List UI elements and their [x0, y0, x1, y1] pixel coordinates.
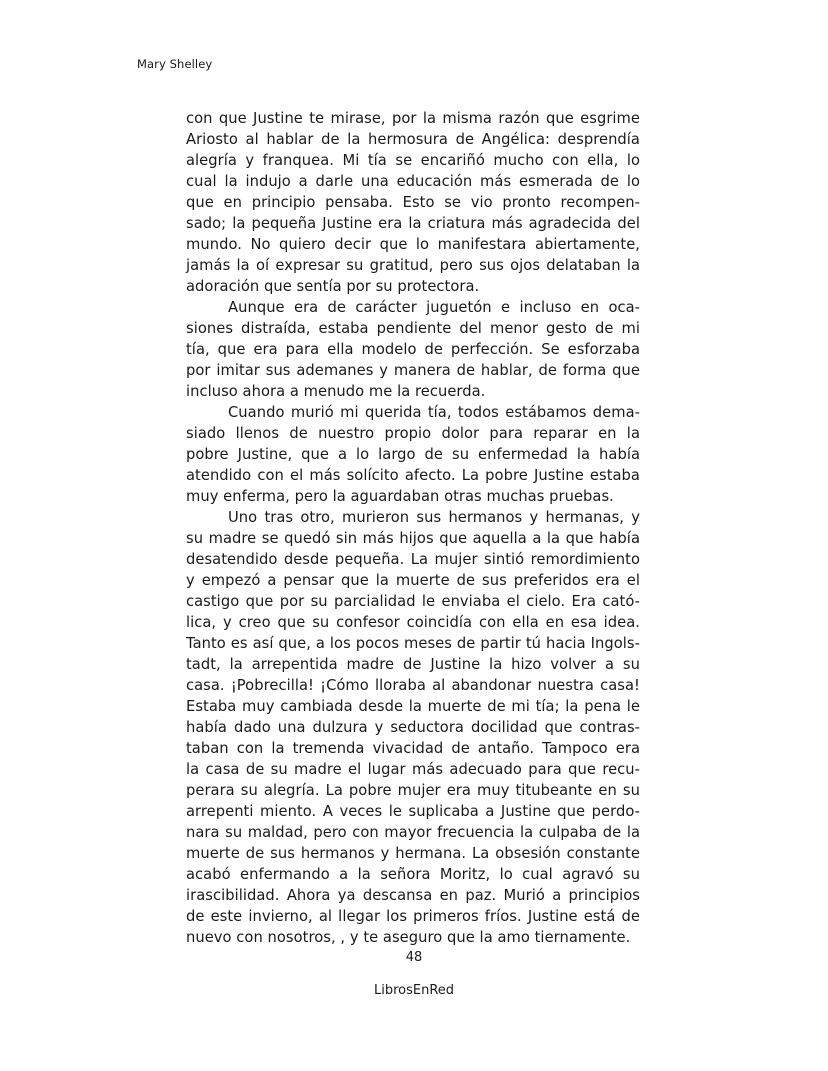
text-line: arrepenti miento. A veces le suplicaba a Justine que perdo- [186, 803, 640, 820]
text-line: tía, que era para ella modelo de perfección. Se esforzaba [186, 341, 640, 358]
text-line: pobre Justine, que a lo largo de su enfermedad la había [186, 446, 640, 463]
text-line: casa. ¡Pobrecilla! ¡Cómo lloraba al abandonar nuestra casa! [186, 677, 640, 694]
text-line: que en principio pensaba. Esto se vio pronto recompen- [186, 194, 640, 211]
text-line: muy enferma, pero la aguardaban otras muchas pruebas. [186, 488, 614, 505]
text-line: siado llenos de nuestro propio dolor para reparar en la [186, 425, 640, 442]
paragraph [186, 402, 640, 507]
text-line: Tanto es así que, a los pocos meses de partir tú hacia Ingols- [186, 635, 640, 652]
paragraph [186, 297, 640, 402]
paragraph [186, 108, 640, 297]
text-line: acabó enfermando a la señora Moritz, lo cual agravó su [186, 866, 640, 883]
text-line: lica, y creo que su confesor coincidía con ella en esa idea. [186, 614, 640, 631]
text-line: incluso ahora a menudo me la recuerda. [186, 383, 486, 400]
paragraph [186, 507, 640, 948]
text-line: jamás la oí expresar su gratitud, pero sus ojos delataban la [186, 257, 640, 274]
text-line: por imitar sus ademanes y manera de hablar, de forma que [186, 362, 640, 379]
text-line: muerte de sus hermanos y hermana. La obsesión constante [186, 845, 640, 862]
page-number: 48 [405, 950, 423, 965]
text-line: perara su alegría. La pobre mujer era muy titubeante en su [186, 782, 640, 799]
text-line: desatendido desde pequeña. La mujer sintió remordimiento [186, 551, 640, 568]
text-line: irascibilidad. Ahora ya descansa en paz. Murió a principios [186, 887, 640, 904]
text-line: tadt, la arrepentida madre de Justine la hizo volver a su [186, 656, 640, 673]
text-line: cual la indujo a darle una educación más esmerada de lo [186, 173, 640, 190]
text-line: adoración que sentía por su protectora. [186, 278, 480, 295]
text-line: atendido con el más solícito afecto. La pobre Justine estaba [186, 467, 640, 484]
text-line: Estaba muy cambiada desde la muerte de mi tía; la pena le [186, 698, 640, 715]
text-line: nara su maldad, pero con mayor frecuencia la culpaba de la [186, 824, 640, 841]
text-line: sado; la pequeña Justine era la criatura más agradecida del [186, 215, 640, 232]
text-line: Cuando murió mi querida tía, todos estábamos dema- [228, 404, 640, 421]
text-line: Ariosto al hablar de la hermosura de Angélica: desprendía [186, 131, 640, 148]
text-line: y empezó a pensar que la muerte de sus preferidos era el [186, 572, 640, 589]
text-line: la casa de su madre el lugar más adecuado para que recu- [186, 761, 640, 778]
running-head: Mary Shelley [137, 57, 213, 71]
text-line: su madre se quedó sin más hijos que aquella a la que había [186, 530, 640, 547]
text-line: nuevo con nosotros, , y te aseguro que la amo tiernamente. [186, 929, 631, 946]
text-line: había dado una dulzura y seductora docilidad que contras- [186, 719, 640, 736]
text-line: mundo. No quiero decir que lo manifestara abiertamente, [186, 236, 640, 253]
text-line: Aunque era de carácter juguetón e incluso en oca- [228, 299, 640, 316]
text-line: siones distraída, estaba pendiente del menor gesto de mi [186, 320, 640, 337]
body-text-block [186, 108, 640, 948]
text-line: Uno tras otro, murieron sus hermanos y hermanas, y [228, 509, 640, 526]
text-line: de este invierno, al llegar los primeros fríos. Justine está de [186, 908, 640, 925]
text-line: taban con la tremenda vivacidad de antaño. Tampoco era [186, 740, 640, 757]
text-line: con que Justine te mirase, por la misma razón que esgrime [186, 110, 640, 127]
text-line: castigo que por su parcialidad le enviaba el cielo. Era cató- [186, 593, 640, 610]
text-line: alegría y franquea. Mi tía se encariñó mucho con ella, lo [186, 152, 640, 169]
publisher-imprint: LibrosEnRed [373, 983, 455, 998]
